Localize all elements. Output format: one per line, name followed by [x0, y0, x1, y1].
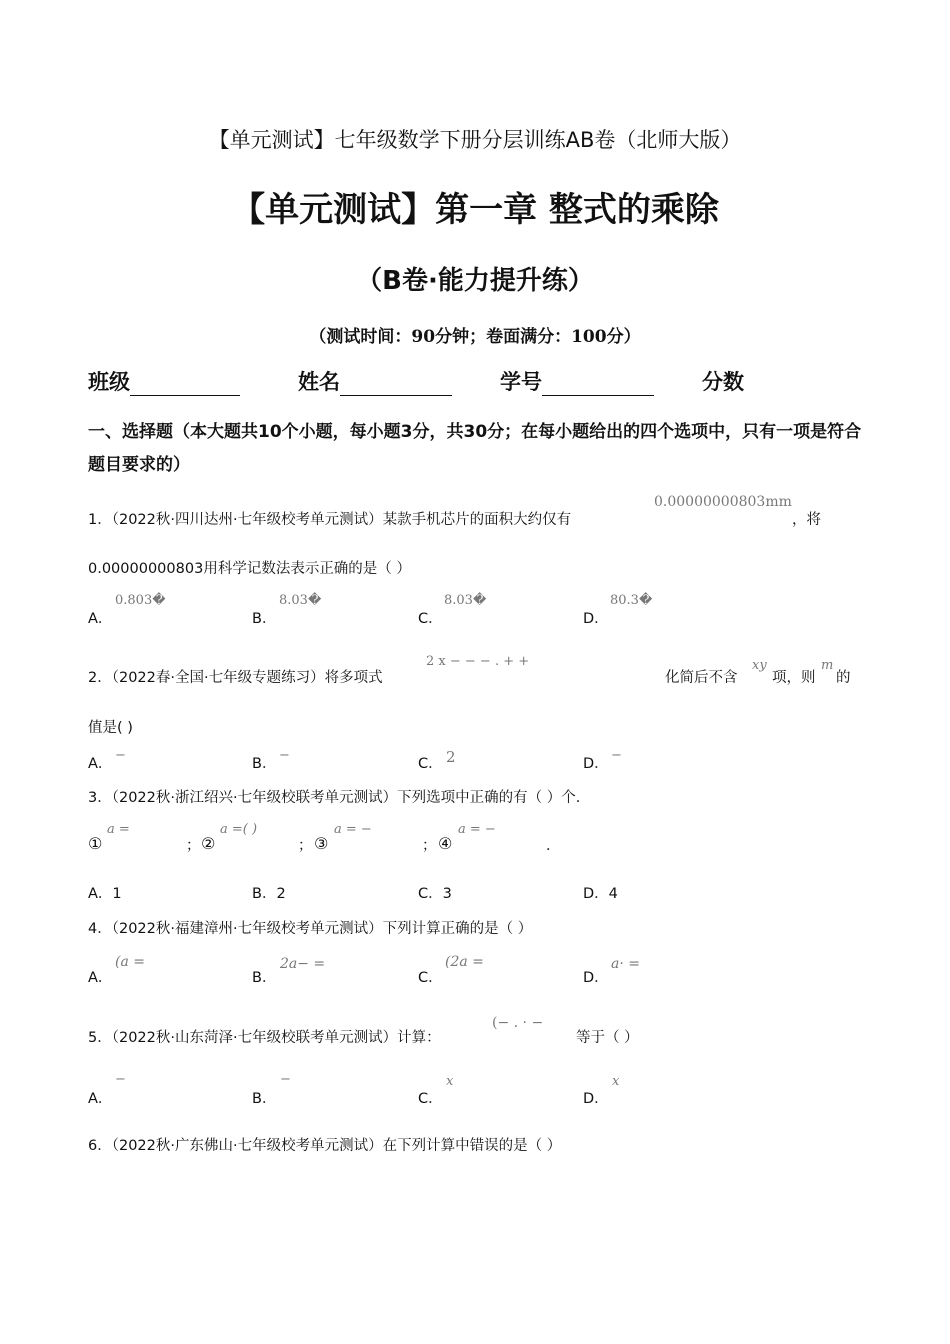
q3-item-3-sep: ；: [422, 838, 437, 854]
name-field: [298, 366, 452, 396]
q3-item-2-mark: ②: [201, 834, 216, 853]
question-1-line2: 0.00000000803用科学记数法表示正确的是（ ）: [88, 561, 411, 577]
question-1-math: 0.00000000803mm: [654, 494, 792, 510]
q4-option-d-math: a· =: [611, 956, 640, 972]
question-stem: 下列选项中正确的有（ ）个．: [397, 790, 591, 806]
q1-option-d-label[interactable]: D．: [583, 611, 609, 627]
series-title: 【单元测试】七年级数学下册分层训练AB卷（北师大版）: [208, 128, 742, 152]
question-stem: 某款手机芯片的面积大约仅有: [382, 512, 572, 528]
exam-info: （测试时间：90分钟；卷面满分：100分）: [309, 327, 641, 347]
score-field: [702, 366, 744, 396]
question-2-stem-d: 的: [836, 670, 851, 686]
question-number: 6．: [88, 1138, 112, 1154]
question-2-stem-c: 项，则: [772, 670, 816, 686]
q5-option-a-math: −: [115, 1072, 126, 1087]
q1-option-c-math: 8.03�: [444, 593, 487, 608]
q1-option-b-math: 8.03�: [279, 593, 322, 608]
q4-option-a-label[interactable]: A．: [88, 970, 113, 986]
question-source: （2022秋·福建漳州·七年级校考单元测试）: [111, 921, 383, 937]
q4-option-b-math: 2a− =: [280, 956, 326, 972]
class-label: 班级: [88, 370, 130, 394]
q1-option-a-math: 0.803�: [115, 593, 166, 608]
question-2-math-xy: xy: [752, 658, 767, 673]
q4-option-c-label[interactable]: C．: [418, 970, 443, 986]
question-2-line2: 值是( ): [88, 720, 133, 736]
q3-option-b[interactable]: B．2: [252, 886, 286, 902]
q3-option-a[interactable]: A．1: [88, 886, 122, 902]
q2-option-b-label[interactable]: B．: [252, 756, 277, 772]
q3-item-3-math: a = −: [334, 822, 372, 837]
class-blank[interactable]: [130, 373, 240, 396]
question-number: 3．: [88, 790, 112, 806]
q1-option-a-label[interactable]: A．: [88, 611, 113, 627]
q2-option-c-label[interactable]: C．: [418, 756, 443, 772]
question-2-line1: [88, 666, 383, 687]
q2-option-d-math: −: [611, 748, 622, 763]
q3-item-1-math: a =: [107, 822, 130, 837]
question-source: （2022秋·四川达州·七年级校考单元测试）: [111, 512, 383, 528]
q5-option-c-math: x: [446, 1074, 454, 1089]
q2-option-c-math: 2: [446, 748, 456, 766]
question-number: 4．: [88, 921, 112, 937]
name-blank[interactable]: [340, 373, 452, 396]
question-6-line1: [88, 1134, 561, 1155]
score-label: 分数: [702, 370, 744, 394]
question-stem: 在下列计算中错误的是（ ）: [382, 1138, 562, 1154]
question-source: （2022秋·广东佛山·七年级校考单元测试）: [111, 1138, 383, 1154]
paper-title: （B卷·能力提升练）: [356, 266, 594, 296]
question-5-line1: [88, 1026, 441, 1047]
id-label: 学号: [500, 370, 542, 394]
q3-item-1-sep: ；: [186, 838, 201, 854]
q5-option-b-math: −: [280, 1072, 291, 1087]
q3-item-3-mark: ③: [314, 834, 329, 853]
class-field: [88, 366, 240, 396]
q5-option-c-label[interactable]: C．: [418, 1091, 443, 1107]
question-number: 5．: [88, 1030, 112, 1046]
question-2-math-poly: 2 x − − − . + +: [426, 654, 530, 669]
q5-option-b-label[interactable]: B．: [252, 1091, 277, 1107]
question-3-line1: [88, 786, 590, 807]
question-1-line1: [88, 508, 571, 529]
question-5-math: (− . · −: [492, 1015, 544, 1031]
q1-option-b-label[interactable]: B．: [252, 611, 277, 627]
chapter-title: 【单元测试】第一章 整式的乘除: [231, 190, 719, 230]
question-2-math-m: m: [821, 658, 834, 673]
question-source: （2022秋·浙江绍兴·七年级校联考单元测试）: [111, 790, 398, 806]
id-blank[interactable]: [542, 373, 654, 396]
question-number: 2．: [88, 670, 112, 686]
question-5-stem-b: 等于（ ）: [576, 1030, 639, 1046]
q2-option-d-label[interactable]: D．: [583, 756, 609, 772]
q4-option-d-label[interactable]: D．: [583, 970, 609, 986]
q1-option-d-math: 80.3�: [610, 593, 653, 608]
question-stem: 将多项式: [324, 670, 383, 686]
id-field: [500, 366, 654, 396]
q2-option-a-label[interactable]: A．: [88, 756, 113, 772]
q3-item-2-sep: ；: [298, 838, 313, 854]
question-source: （2022春·全国·七年级专题练习）: [111, 670, 325, 686]
q1-option-c-label[interactable]: C．: [418, 611, 443, 627]
name-label: 姓名: [298, 370, 340, 394]
question-source: （2022秋·山东菏泽·七年级校联考单元测试）: [111, 1030, 398, 1046]
section-heading: 一、选择题（本大题共10个小题，每小题3分，共30分；在每小题给出的四个选项中，只有一项是符合题目要求的）: [88, 422, 862, 475]
q3-item-4-mark: ④: [438, 834, 453, 853]
question-stem: 下列计算正确的是（ ）: [382, 921, 533, 937]
question-number: 1．: [88, 512, 112, 528]
question-2-stem-b: 化简后不含: [665, 670, 738, 686]
q5-option-d-math: x: [612, 1074, 620, 1089]
q4-option-a-math: (a =: [115, 954, 145, 970]
q2-option-a-math: −: [115, 748, 126, 763]
q3-option-d[interactable]: D．4: [583, 886, 618, 902]
q3-item-1-mark: ①: [88, 834, 103, 853]
q4-option-b-label[interactable]: B．: [252, 970, 277, 986]
q3-option-c[interactable]: C．3: [418, 886, 452, 902]
q3-item-2-math: a =( ): [220, 822, 258, 837]
question-stem: 计算：: [397, 1030, 441, 1046]
q4-option-c-math: (2a =: [445, 954, 484, 970]
q3-item-4-math: a = −: [458, 822, 496, 837]
q3-item-4-sep: ．: [546, 838, 561, 854]
question-4-line1: [88, 917, 532, 938]
q2-option-b-math: −: [279, 748, 290, 763]
q5-option-d-label[interactable]: D．: [583, 1091, 609, 1107]
question-1-stem-tail: ，将: [792, 512, 821, 528]
q5-option-a-label[interactable]: A．: [88, 1091, 113, 1107]
